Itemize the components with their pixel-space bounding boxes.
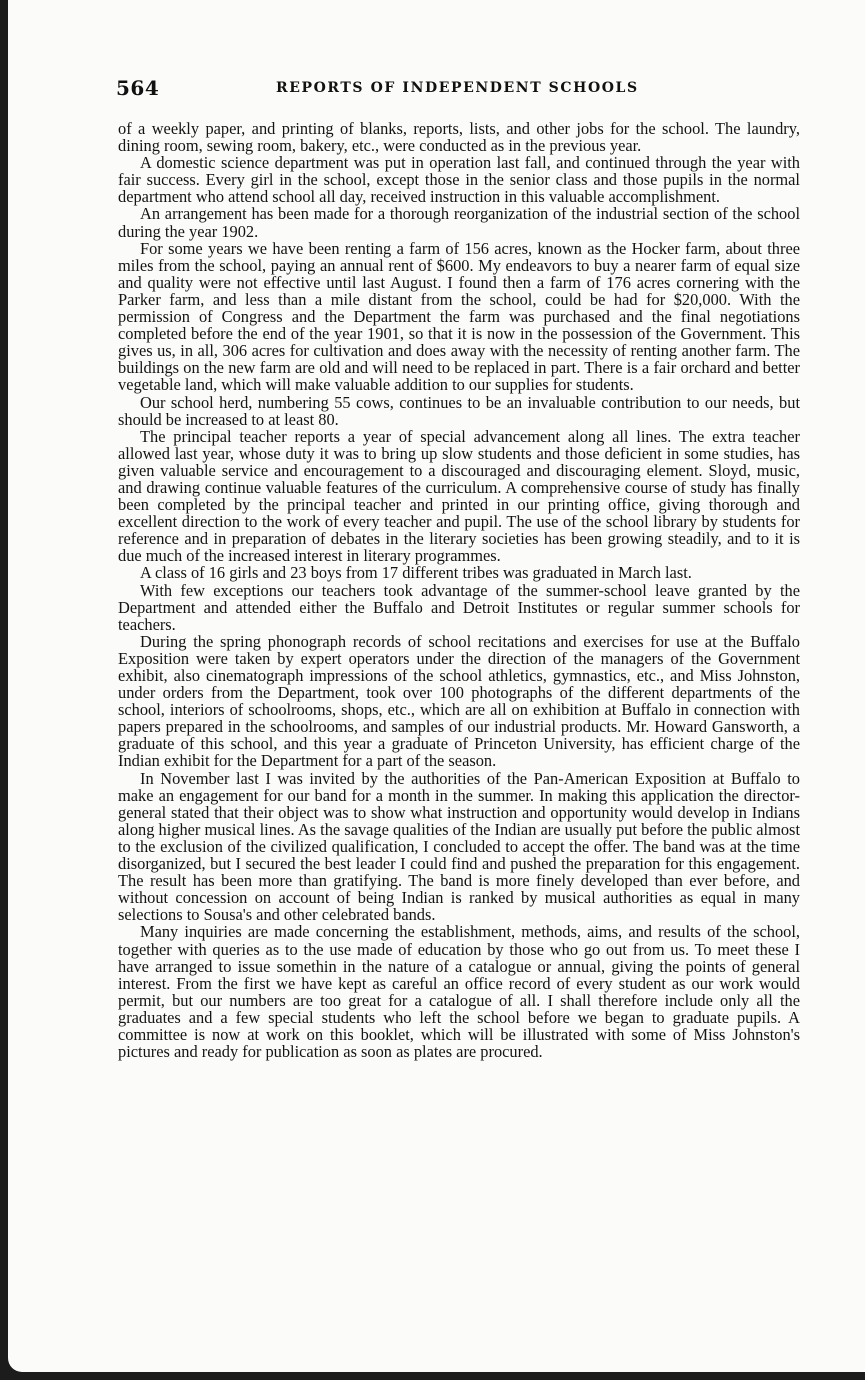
paragraph: Our school herd, numbering 55 cows, continues to be an invaluable contribution to our needs, but should be increased to at least 80. <box>118 392 800 429</box>
paragraph: The principal teacher reports a year of special advancement along all lines. The extra teacher allowed last year, whose duty it was to bring up slow students and those deficient in some studies, has given valuable service and encouragement to a discouraged and discouraging element. Sloyd, music, and drawing continue valuable features of the curriculum. A comprehensive course of study has finally been completed by the principal teacher and printed in our printing office, giving thorough and excellent direction to the work of every teacher and pupil. The use of the school library by students for reference and in preparation of debates in the literary societies has been growing steadily, and to it is due much of the increased interest in literary programmes. <box>118 426 800 566</box>
paragraph: With few exceptions our teachers took advantage of the summer-school leave granted by the Department and attended either the Buffalo and Detroit Institutes or regular summer schools for teachers. <box>118 580 800 634</box>
running-head: REPORTS OF INDEPENDENT SCHOOLS <box>276 80 639 96</box>
page-number: 564 <box>116 76 160 100</box>
paragraph: A class of 16 girls and 23 boys from 17 different tribes was graduated in March last. <box>140 563 692 583</box>
document-page <box>8 0 865 1372</box>
body-text <box>118 120 800 1060</box>
page-header <box>116 76 799 104</box>
paragraph: Many inquiries are made concerning the establishment, methods, aims, and results of the school, together with queries as to the use made of education by those who go out from us. To meet these I have arranged to issue somethin in the nature of a catalogue or annual, giving the points of general interest. From the first we have kept as careful an office record of every student as our work would permit, but our numbers are too great for a catalogue of all. I shall therefore include only all the graduates and a few special students who left the school before we began to graduate pupils. A committee is now at work on this booklet, which will be illustrated with some of Miss Johnston's pictures and ready for publication as soon as plates are procured. <box>118 922 800 1062</box>
paragraph: In November last I was invited by the authorities of the Pan-American Exposition at Buffalo to make an engagement for our band for a month in the summer. In making this application the director-general stated that their object was to show what instruction and opportunity would develop in Indians along higher musical lines. As the savage qualities of the Indian are usually put before the public almost to the exclusion of the civilized qualification, I concluded to accept the offer. The band was at the time disorganized, but I secured the best leader I could find and pushed the preparation for this engagement. The result has been more than gratifying. The band is more finely developed than ever before, and without concession on account of being Indian is ranked by musical authorities as equal in many selections to Sousa's and other celebrated bands. <box>118 768 800 925</box>
paragraph: For some years we have been renting a farm of 156 acres, known as the Hocker farm, about three miles from the school, paying an annual rent of $600. My endeavors to buy a nearer farm of equal size and quality were not effective until last August. I found then a farm of 176 acres cornering with the Parker farm, and less than a mile distant from the school, could be had for $20,000. With the permission of Congress and the Department the farm was purchased and the final negotiations completed before the end of the year 1901, so that it is now in the possession of the Government. This gives us, in all, 306 acres for cultivation and does away with the necessity of renting another farm. The buildings on the new farm are old and will need to be replaced in part. There is a fair orchard and better vegetable land, which will make valuable addition to our supplies for students. <box>118 238 800 395</box>
paragraph: An arrangement has been made for a thorough reorganization of the industrial section of the school during the year 1902. <box>118 204 800 241</box>
paragraph: of a weekly paper, and printing of blanks, reports, lists, and other jobs for the school. The laundry, dining room, sewing room, bakery, etc., were conducted as in the previous year. <box>118 119 800 156</box>
paragraph: A domestic science department was put in operation last fall, and continued through the year with fair success. Every girl in the school, except those in the senior class and those pupils in the normal department who attend school all day, received instruction in this valuable accomplishment. <box>118 153 800 207</box>
paragraph: During the spring phonograph records of school recitations and exercises for use at the Buffalo Exposition were taken by expert operators under the direction of the managers of the Government exhibit, also cinematograph impressions of the school athletics, gymnastics, etc., and Miss Johnston, under orders from the Department, took over 100 photographs of the different departments of the school, interiors of schoolrooms, shops, etc., which are all on exhibition at Buffalo in connection with papers prepared in the schoolrooms, and samples of our industrial products. Mr. Howard Gansworth, a graduate of this school, and this year a graduate of Princeton University, has efficient charge of the Indian exhibit for the Department for a part of the season. <box>118 631 800 771</box>
